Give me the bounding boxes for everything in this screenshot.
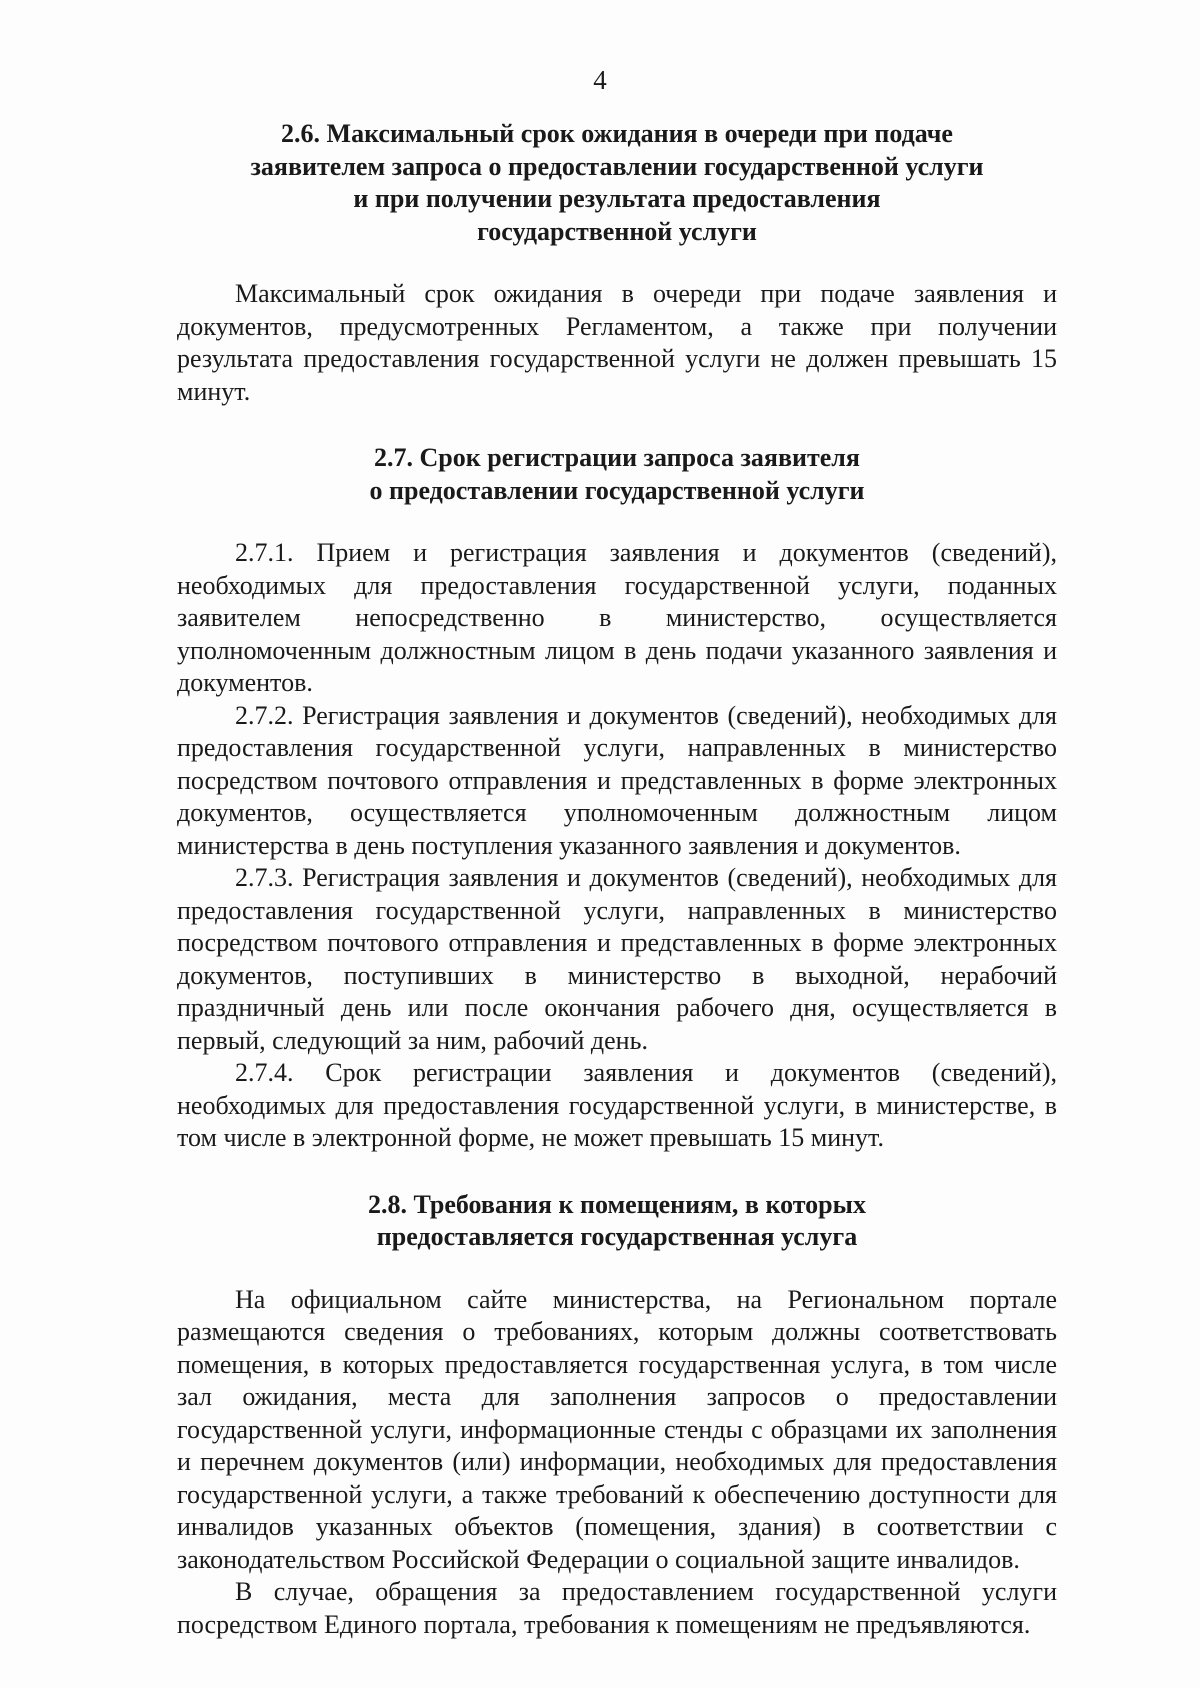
paragraph-2-7-3: 2.7.3. Регистрация заявления и документов (сведений), необходимых для предоставления государственной услуги, направленных в министерство посредством почтового отправления и представленных в форме электронных документов, поступивших в министерство в выходной, нерабочий праздничный день или после окончания рабочего дня, осуществляется в первый, следующий за ним, рабочий день. xyxy=(177,863,1057,1055)
page-number: 4 xyxy=(593,65,607,95)
paragraph: На официальном сайте министерства, на Региональном портале размещаются сведения о требованиях, которым должны соответствовать помещения, в которых предоставляется государственная услуга, в том числе зал ожидания, места для заполнения запросов о предоставлении государственной услуги, информационные стенды с образцами их заполнения и перечнем документов (или) информации, необходимых для предоставления государственной услуги, а также требований к обеспечению доступности для инвалидов указанных объектов (помещения, здания) в соответствии с законодательством Российской Федерации о социальной защите инвалидов. xyxy=(177,1284,1057,1574)
paragraph-2-7-2: 2.7.2. Регистрация заявления и документов (сведений), необходимых для предоставления государственной услуги, направленных в министерство посредством почтового отправления и представленных в форме электронных документов, осуществляется уполномоченным должностным лицом министерства в день поступления указанного заявления и документов. xyxy=(177,700,1057,860)
paragraph-2-7-1: 2.7.1. Прием и регистрация заявления и документов (сведений), необходимых для предоставления государственной услуги, поданных заявителем непосредственно в министерство, осуществляется уполномоченным должностным лицом в день подачи указанного заявления и документов. xyxy=(177,538,1057,697)
heading-line: 2.8. Требования к помещениям, в которых xyxy=(368,1189,866,1219)
section-heading-2-8 xyxy=(177,1189,1057,1254)
heading-line: и при получении результата предоставления xyxy=(353,184,881,213)
heading-line: заявителем запроса о предоставлении государственной услуги xyxy=(250,151,984,181)
paragraph-2-7-4: 2.7.4. Срок регистрации заявления и документов (сведений), необходимых для предоставления государственной услуги, в министерстве, в том числе в электронной форме, не может превышать 15 минут. xyxy=(177,1058,1057,1152)
heading-line: 2.7. Срок регистрации запроса заявителя xyxy=(374,443,860,472)
heading-line: государственной услуги xyxy=(477,216,757,246)
section-heading-2-7 xyxy=(177,442,1057,507)
heading-line: 2.6. Максимальный срок ожидания в очереди при подаче xyxy=(281,119,953,148)
paragraph: В случае, обращения за предоставлением государственной услуги посредством Единого портала, требования к помещениям не предъявляются. xyxy=(177,1577,1057,1639)
section-heading-2-6 xyxy=(177,118,1057,248)
heading-line: о предоставлении государственной услуги xyxy=(369,475,865,505)
heading-line: предоставляется государственная услуга xyxy=(376,1222,858,1251)
paragraph: Максимальный срок ожидания в очереди при подаче заявления и документов, предусмотренных Регламентом, а также при получении результата предоставления государственной услуги не должен превышать 15 минут. xyxy=(177,279,1057,406)
document-body xyxy=(177,118,1057,1641)
